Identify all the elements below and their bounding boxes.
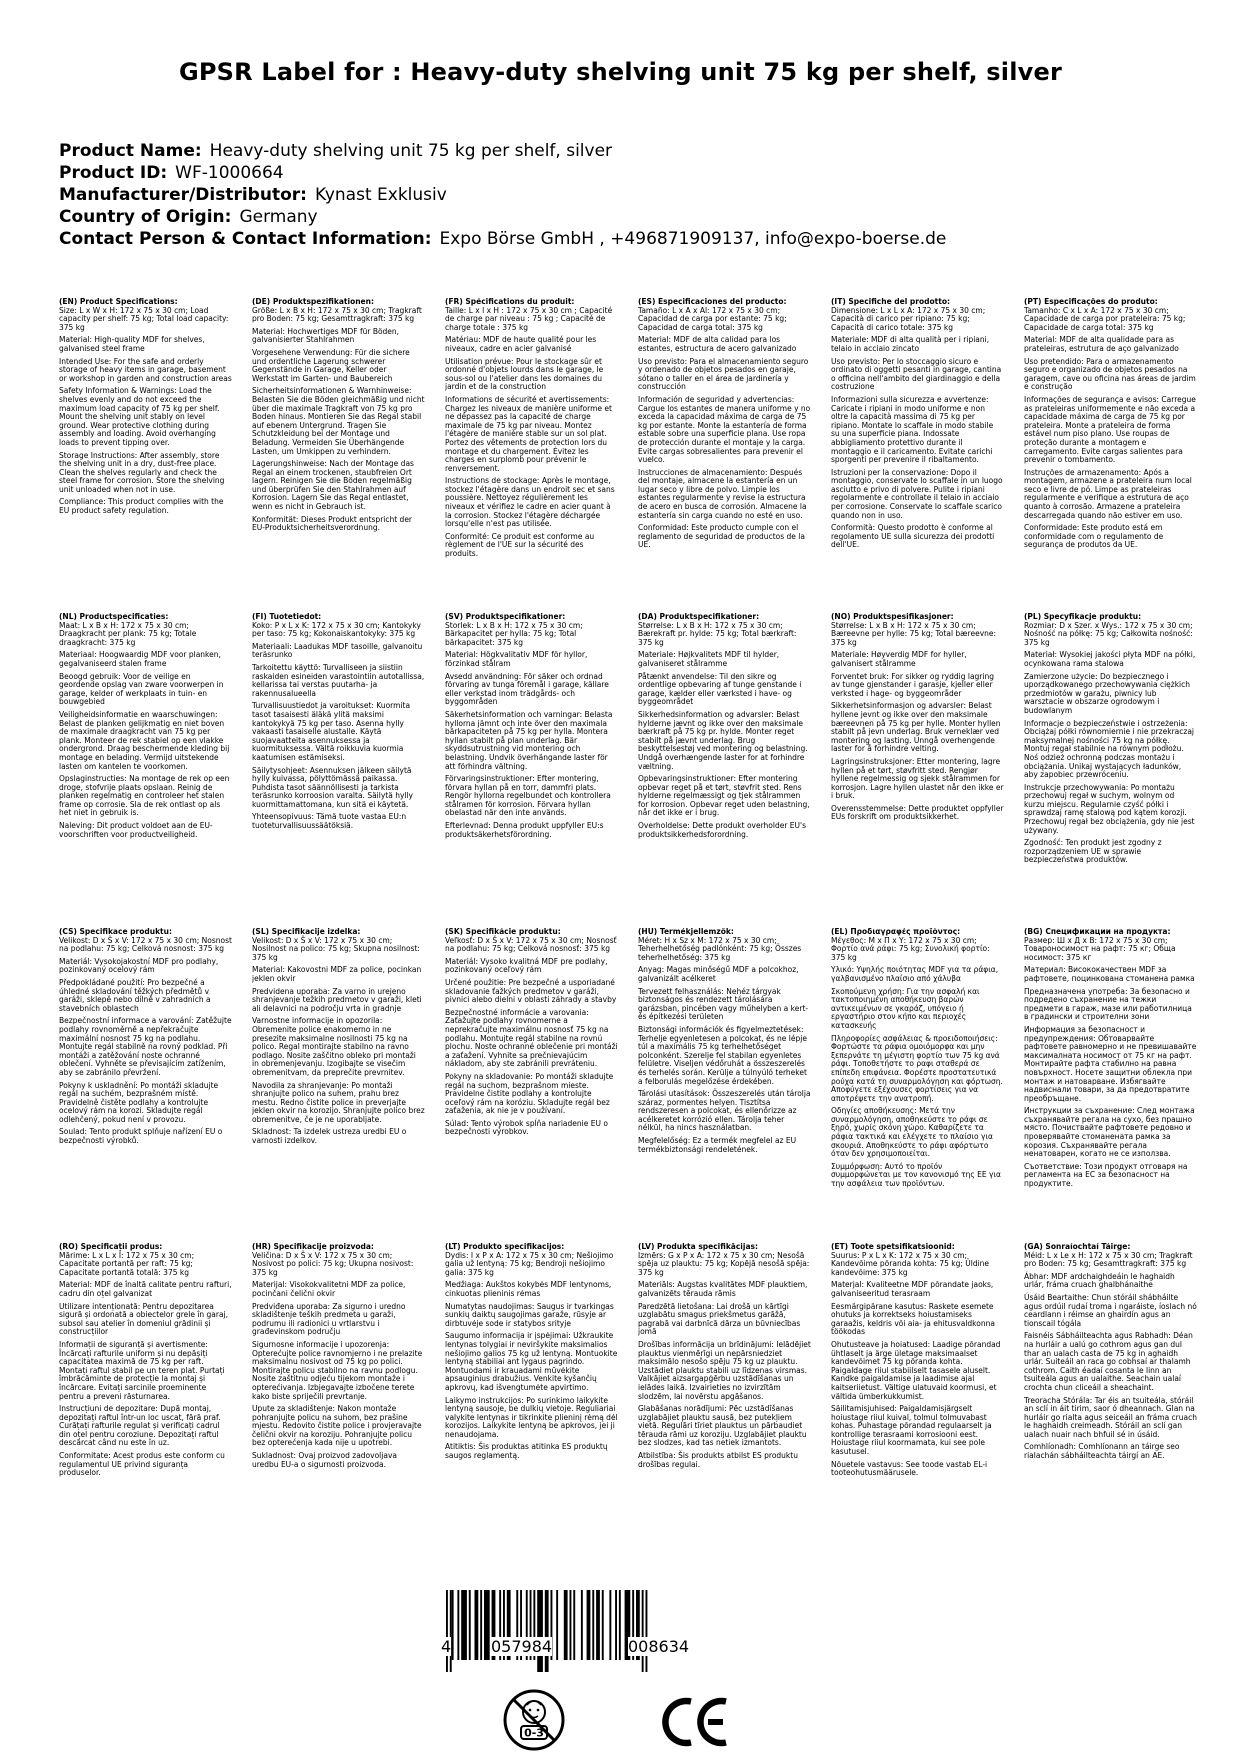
spec-block (59, 1243, 232, 1558)
spec-block-paragraph: Opbevaringsinstruktioner: Efter montering opbevar reget på et tørt, støvfrit sted. Rens hylderne regelmæssigt og tjek stålrammen for korrosion. Opbevar reget uden belastning, når det ikke er i brug. (638, 774, 810, 818)
spec-block-paragraph: Saugumo informacija ir įspėjimai: Užkraukite lentynas tolygiai ir neviršykite maksimalios nešiojimo galios 75 kg už lentyną. Montuokite lentyną stabiliai ant lygaus pagrindo. Montuodami ir krauadami mūvėkite apsauginius drabužius. Venkite kyšančių apkrovų, kad išvengtumėte apvirtimo. (445, 1331, 618, 1392)
spec-block-paragraph: Size: L x W x H: 172 x 75 x 30 cm; Load capacity per shelf: 75 kg; Total load capacity: 375 kg (59, 305, 229, 332)
spec-block-paragraph: Tamanho: C x L x A: 172 x 75 x 30 cm; Capacidade de carga por prateleira: 75 kg; Capacidade de carga total: 375 kg (1024, 305, 1186, 332)
spec-block-paragraph: Predviđena uporaba: Za sigurno i uredno skladištenje teških predmeta u garaži, podrumu ili radionici u vrtlarstvu i građevinskom području (252, 1301, 406, 1337)
spec-block-heading: (DA) Produktspecifikationer: (638, 613, 760, 621)
spec-block (831, 613, 1004, 928)
spec-block-paragraph: Skladnost: Ta izdelek ustreza uredbi EU o varnosti izdelkov. (252, 1127, 407, 1146)
product-name-row (59, 140, 946, 162)
spec-block-paragraph: Material: Högkvalitativ MDF för hyllor, förzinkad stålram (445, 650, 588, 668)
barcode-digit-first: 4 (441, 1637, 452, 1656)
spec-block-heading: (EN) Product Specifications: (59, 298, 178, 306)
spec-block-paragraph: Předpokládané použití: Pro bezpečné a úhledné skladování těžkých předmětů v garáži, sklepě nebo dílně v zahradních a stavebních oblastech (59, 977, 211, 1013)
spec-block-paragraph: Sigurnosne informacije i upozorenja: Opterećujte police ravnomjerno i ne prelazite maksimalnu nosivost od 75 kg po polici. Montirajte policu stabilno na ravnu podlogu. Nosite zaštitnu odjeću tijekom montaže i opterećivanja. Izbjegavajte izbočene terete kako biste spriječili prevrtanje. (252, 1339, 423, 1401)
spec-block-paragraph: Storlek: L x B x H: 172 x 75 x 30 cm; Bärkapacitet per hylla: 75 kg; Total bärkapacitet: 375 kg (445, 620, 583, 647)
barcode-bar (545, 1590, 549, 1672)
spec-block-heading: (ET) Toote spetsifikatsioonid: (831, 1243, 955, 1251)
spec-block-paragraph: Naleving: Dit product voldoet aan de EU-voorschriften voor productveiligheid. (59, 821, 213, 839)
spec-block-paragraph: Intended Use: For the safe and orderly storage of heavy items in garage, basement or workshop in garden and construction areas (59, 356, 232, 383)
spec-block-paragraph: Súlad: Tento výrobok spĺňa nariadenie EU o bezpečnosti výrobkov. (445, 1118, 608, 1137)
spec-block-heading: (EL) Προδιαγραφές προϊόντος: (831, 928, 961, 936)
spec-block-paragraph: Materiál: Vysokojakostní MDF pro podlahy, pozinkovaný ocelový rám (59, 956, 219, 975)
spec-block-paragraph: Συμμόρφωση: Αυτό το προϊόν συμμορφώνεται με τον κανονισμό της ΕΕ για την ασφάλεια των προϊόντων. (831, 1161, 1001, 1189)
contact-value: Expo Börse GmbH , +496871909137, info@expo-boerse.de (439, 229, 947, 249)
spec-block-paragraph: Uso previsto: Para el almacenamiento seguro y ordenado de objetos pesados en garaje, sótano o taller en el área de jardinería y construcción (638, 356, 809, 392)
spec-block-paragraph: Istruzioni per la conservazione: Dopo il montaggio, conservate lo scaffale in un luogo asciutto e privo di polvere. Pulite i ripiani regolarmente e controllate il telaio in acciaio per corrosione. Conservate lo scaffale scarico quando non in uso. (831, 467, 1003, 520)
spec-block-paragraph: Pokyny na skladovanie: Po montáži skladujte regál na suchom, bezprašnom mieste. Pravidelne čistite podlahy a kontrolujte oceľový rám na koróziu. Skladujte regál bez zaťaženia, ak nie je v používaní. (445, 1071, 614, 1116)
spec-block (831, 1243, 1004, 1558)
spec-block-paragraph: Material: MDF de alta qualidade para as prateleiras, estrutura de aço galvanizado (1024, 335, 1179, 353)
barcode-bar (480, 1590, 482, 1660)
spec-block-paragraph: Paredzētā lietošana: Lai drošā un kārtīgi uzglabātu smagus priekšmetus garāžā, pagrabā vai darbnīcā dārza un būvniecības jomā (638, 1301, 801, 1337)
barcode (444, 1590, 744, 1672)
spec-block-paragraph: Dydis: I x P x A: 172 x 75 x 30 cm; Nešiojimo galia už lentyną: 75 kg; Bendroji nešiojimo galia: 375 kg (445, 1250, 614, 1277)
spec-block-paragraph: Предназначена употреба: За безопасно и подредено съхранение на тежки предмети в гараж, мазе или работилница в градински и строителни зони (1024, 986, 1192, 1022)
spec-block-paragraph: Zamierzone użycie: Do bezpiecznego i uporządkowanego przechowywania ciężkich przedmiotów w garażu, piwnicy lub warsztacie w obszarze ogrodowym i budowlanym (1024, 671, 1191, 715)
spec-block-paragraph: Größe: L x B x H: 172 x 75 x 30 cm; Tragkraft pro Boden: 75 kg; Gesamttragkraft: 375 kg (252, 305, 422, 324)
spec-block-paragraph: Anyag: Magas minőségű MDF a polcokhoz, galvanizált acélkeret (638, 965, 799, 983)
spec-block-paragraph: Materiał: Wysokiej jakości płyta MDF na półki, ocynkowana rama stalowa (1024, 650, 1196, 668)
spec-block-paragraph: Información de seguridad y advertencias: Cargue los estantes de manera uniforme y no exceda la capacidad máxima de carga de 75 kg por estante. Monte la estantería de forma estable sobre una superficie plana. Use ropa de protección durante el montaje y la carga. Evite cargas sobresalientes para prevenir el vuelco. (638, 394, 811, 465)
spec-block-paragraph: Faisnéis Sábháilteachta agus Rabhadh: Déan na hurláir a ualú go cothrom agus gan dul thar an ualach casta de 75 kg in aghaidh urlár. Suiteáil an raca go cobhsaí ar thalamh cothrom. Caith éadaí cosanta le linn an tsuiteála agus an ualaithe. Seachain ualaí crochta chun cliceáil a sheachaint. (1024, 1331, 1193, 1392)
spec-block-paragraph: Úsáid Beartaithe: Chun stóráil shábháilte agus ordúil rudaí troma i ngaráiste, íoslach nó ceardlann i réimse an ghairdín agus an tionscail tógála (1024, 1292, 1197, 1328)
spec-block-paragraph: Compliance: This product complies with the EU product safety regulation. (59, 497, 224, 516)
page-title: GPSR Label for : Heavy-duty shelving unit 75 kg per shelf, silver (178, 58, 1063, 86)
spec-block-paragraph: Dimensione: L x L x A: 172 x 75 x 30 cm; Capacità di carico per ripiano: 75 kg; Capacità di carico totale: 375 kg (831, 305, 986, 332)
barcode-bar (592, 1590, 594, 1660)
spec-block-heading: (BG) Спецификации на продукта: (1024, 928, 1171, 936)
manufacturer-label: Manufacturer/Distributor: (59, 185, 307, 205)
spec-block-paragraph: Veiligheidsinformatie en waarschuwingen: Belast de planken gelijkmatig en niet boven de maximale draagkracht van 75 kg per plank. Monteer de rek stabiel op een vlakke ondergrond. Draag beschermende kleding bij montage en belading. Vermijd uitstekende lasten om kantelen te voorkomen. (59, 709, 230, 771)
spec-block-paragraph: Megfelelőség: Ez a termék megfelel az EU termékbiztonsági rendeletének. (638, 1136, 797, 1154)
spec-block-paragraph: Uso previsto: Per lo stoccaggio sicuro e ordinato di oggetti pesanti in garage, cantina o officina nell'ambito del giardinaggio e della costruzione (831, 356, 1002, 392)
spec-block (59, 298, 232, 613)
spec-block-paragraph: Påtænkt anvendelse: Til den sikre og ordentlige opbevaring af tunge genstande i garage, kælder eller værksted i have- og byggeområdet (638, 671, 802, 707)
product-id-value: WF-1000664 (175, 163, 284, 183)
barcode-bar (573, 1590, 575, 1660)
spec-block-paragraph: Informații de siguranță și avertismente: Încărcați rafturile uniform și nu depășiți capacitatea maximă de 75 kg per raft. Montați raftul stabil pe un teren plat. Purtați îmbrăcăminte de protecție la montaj și încărcare. Evitați sarcinile proeminente pentru a preveni răsturnarea. (59, 1339, 225, 1401)
spec-block-paragraph: Säilitamisjuhised: Paigaldamisjärgselt hoiustage riiul kuival, tolmul tolmuvabast kohas. Puhastage põrandad regulaarselt ja kontrollige terasraami korrosiooni eest. Hoiustage riiul koormamata, kui see pole kasutusel. (831, 1404, 992, 1457)
spec-block-paragraph: Förvaringsinstruktioner: Efter montering, förvara hyllan på en torr, dammfri plats. Rengör hyllorna regelbundet och kontrollera stålramen för korrosion. Förvara hyllan obelastad när den inte används. (445, 774, 611, 818)
spec-block-paragraph: Material: MDF de înaltă calitate pentru rafturi, cadru din oțel galvanizat (59, 1280, 232, 1298)
spec-block-heading: (CS) Specifikace produktu: (59, 928, 172, 936)
spec-block-paragraph: Vorgesehene Verwendung: Für die sichere und ordentliche Lagerung schwerer Gegenstände in Garage, Keller oder Werkstatt im Garten- und Baubereich (252, 347, 410, 383)
spec-block (638, 1243, 811, 1558)
country-label: Country of Origin: (59, 207, 232, 227)
barcode-bar (469, 1590, 471, 1660)
spec-block-paragraph: Sukladnost: Ovaj proizvod zadovoljava uredbu EU-a o sigurnosti proizvoda. (252, 1451, 397, 1469)
language-specifications-grid (59, 298, 1199, 1558)
spec-block-paragraph: Instructions de stockage: Après le montage, stockez l'étagère dans un endroit sec et sans poussière. Nettoyez régulièrement les niveaux et vérifiez le cadre en acier quant à la corrosion. Stockez l'étagère déchargée lorsqu'elle n'est pas utilisée. (445, 476, 615, 529)
spec-block-heading: (NL) Productspecificaties: (59, 613, 169, 621)
spec-block-paragraph: Materiaali: Laadukas MDF tasoille, galvanoitu teräsrunko (252, 641, 423, 660)
barcode-bar (587, 1590, 591, 1660)
barcode-bar (446, 1590, 448, 1672)
spec-block-paragraph: Størrelse: L x B x H: 172 x 75 x 30 cm; Bærekraft pr. hylde: 75 kg; Total bærkraft: 375 kg (638, 620, 797, 647)
spec-block-paragraph: Soulad: Tento produkt splňuje nařízení EU o bezpečnosti výrobků. (59, 1127, 223, 1146)
spec-block-paragraph: Съответствие: Този продукт отговаря на регламента на ЕС за безопасност на продуктите. (1024, 1161, 1188, 1189)
spec-block-paragraph: Informacje o bezpieczeństwie i ostrzeżenia: Obciążaj półki równomiernie i nie przekraczaj maksymalnej nośności 75 kg na półkę. Montuj regał stabilnie na równym podłożu. Noś odzież ochronną podczas montażu i obciążania. Unikaj wystających ładunków, aby zapobiec przewróceniu. (1024, 718, 1194, 780)
barcode-bar (475, 1590, 479, 1660)
spec-block-paragraph: Velikost: D x Š x V: 172 x 75 x 30 cm; Nosnost na podlahu: 75 kg; Celková nosnost: 375 kg (59, 935, 232, 954)
barcode-bar (452, 1590, 454, 1660)
spec-block-paragraph: Utilisation prévue: Pour le stockage sûr et ordonné d'objets lourds dans le garage, le sous-sol ou l'atelier dans les domaines du jardin et de la construction (445, 356, 604, 392)
spec-block-paragraph: Overholdelse: Dette produkt overholder EU's produktsikkerhedsforordning. (638, 821, 807, 839)
spec-block-paragraph: Sikkerhetsinformasjon og advarsler: Belast hyllene jevnt og ikke over den maksimale bæreevnen på 75 kg per hylle. Monter hyllen stabilt på jevn underlag. Bruk verneklær ved montering og lasting. Unngå overhengende laster for å forhindre velting. (831, 701, 1001, 754)
spec-block-paragraph: Ohutusteave ja hoiatused: Laadige põrandad ühtlaselt ja ärge ületage maksimaalset kandevõimet 75 kg põranda kohta. Paigaldage riiul stabiilselt tasasele aluselt. Kandke paigaldamise ja laadimise ajal kaitseriietust. Vältige ulatuvaid koormusi, et vältida ümberkukkumist. (831, 1339, 1001, 1401)
spec-block-heading: (LT) Produkto specifikacijos: (445, 1243, 565, 1251)
spec-block-paragraph: Opslaginstructies: Na montage de rek op een droge, stofvrije plaats opslaan. Reinig de planken regelmatig en controleer het stalen frame op corrosie. Sla de rek ontlast op als het niet in gebruik is. (59, 774, 230, 818)
spec-block-paragraph: Avsedd användning: För säker och ordnad förvaring av tunga föremål i garage, källare eller verkstad inom trädgårds- och byggområden (445, 671, 609, 707)
spec-block-paragraph: Material: High-quality MDF for shelves, galvanised steel frame (59, 335, 205, 353)
spec-block-paragraph: Veličina: D x Š x V: 172 x 75 x 30 cm; Nosivost po polici: 75 kg; Ukupna nosivost: 375 kg (252, 1250, 414, 1277)
spec-block-paragraph: Uso pretendido: Para o armazenamento seguro e organizado de objetos pesados na garagem, cave ou oficina nas áreas de jardim e construção (1024, 356, 1196, 392)
spec-block-paragraph: Predvidena uporaba: Za varno in urejeno shranjevanje težkih predmetov v garaži, kleti ali delavnici na področju vrta in gradnje (252, 986, 422, 1013)
spec-block-paragraph: Medžiaga: Aukštos kokybės MDF lentynoms, cinkuotas plieninis rėmas (445, 1280, 612, 1298)
barcode-bar (602, 1590, 604, 1660)
barcode-bar (596, 1590, 600, 1660)
spec-block-paragraph: Bezpečnostné informácie a varovania: Zaťažujte podlahy rovnomerne a neprekračujte maximálnu nosnosť 75 kg na podlahu. Montujte regál stabilne na rovnú plochu. Noste ochranné oblečenie pri montáži a zaťažení. Vyhnite sa prečnievajúcim nákladom, aby ste zabránili prevráteniu. (445, 1007, 618, 1069)
spec-block-paragraph: Numatytas naudojimas: Saugus ir tvarkingas sunkių daiktų saugojimas garaže, rūsyje ar dirbtuvėje sode ir statybos srityje (445, 1301, 614, 1328)
spec-block-paragraph: Instrucciones de almacenamiento: Después del montaje, almacene la estantería en un lugar seco y libre de polvo. Limpie los estantes regularmente y revise la estructura de acero en busca de corrosión. Almacene la estantería sin carga cuando no esté en uso. (638, 467, 807, 520)
spec-block-paragraph: Tamaño: L x A x Al: 172 x 75 x 30 cm; Capacidad de carga por estante: 75 kg; Capacidad de carga total: 375 kg (638, 305, 787, 332)
spec-block (445, 928, 618, 1243)
spec-block (445, 613, 618, 928)
spec-block-paragraph: Nõuetele vastavus: See toode vastab EL-i tooteohutusmäärusele. (831, 1459, 988, 1478)
spec-block-paragraph: Comhlíonadh: Comhlíonann an táirge seo rialachán sábháilteachta táirgí an AE. (1024, 1442, 1180, 1461)
spec-block (445, 298, 618, 613)
spec-block-paragraph: Turvallisuustiedot ja varoitukset: Kuormita tasot tasaisesti äläkä ylitä maksimi kantokykyä 75 kg per taso. Asenna hylly vakaasti tasaiselle alustalle. Käytä suojavaatteita asennuksessa ja kuormituksessa. Vältä roikkuvia kuormia kaatumisen estämiseksi. (252, 701, 411, 762)
spec-block (252, 613, 425, 928)
spec-block-paragraph: Material: MDF de alta calidad para los estantes, estructura de acero galvanizado (638, 335, 797, 353)
country-row (59, 206, 946, 228)
barcode-bar (537, 1590, 543, 1672)
spec-block-paragraph: Upute za skladištenje: Nakon montaže pohranjujte policu na suhom, bez prašine mjestu. Redovito čistite police i provjeravajte čelični okvir na koroziju. Pohranjujte policu bez opterećenja kada nije u upotrebi. (252, 1404, 422, 1448)
barcode-bar (461, 1590, 467, 1660)
spec-block-heading: (HU) Termékjellemzők: (638, 928, 734, 936)
manufacturer-row (59, 184, 946, 206)
spec-block-paragraph: Informações de segurança e avisos: Carregue as prateleiras uniformemente e não exceda a capacidade máxima de carga de 75 kg por prateleira. Monte a prateleira de forma estável num piso plano. Use roupas de proteção durante a montagem e carregamento. Evite cargas salientes para prevenir o tombamento. (1024, 394, 1196, 465)
spec-block-paragraph: Atbilstība: Šis produkts atbilst ES produktu drošības regulai. (638, 1451, 798, 1469)
product-id-label: Product ID: (59, 163, 168, 183)
barcode-bar (556, 1590, 558, 1660)
spec-block (638, 613, 811, 928)
spec-block (831, 928, 1004, 1243)
manufacturer-value: Kynast Exklusiv (314, 185, 447, 205)
spec-block-heading: (PT) Especificações do produto: (1024, 298, 1158, 306)
spec-block-heading: (SK) Špecifikácie produktu: (445, 928, 561, 936)
spec-block-paragraph: Instrucțiuni de depozitare: După montaj, depozitați raftul într-un loc uscat, fără praf. Curățați rafturile regulat și verificați cadrul din oțel pentru coroziune. Depozitați raftul descărcat când nu este în uz. (59, 1404, 221, 1448)
barcode-bar (570, 1590, 572, 1660)
spec-block-paragraph: Beoogd gebruik: Voor de veilige en geordende opslag van zware voorwerpen in garage, kelder of werkplaats in tuin- en bouwgebied (59, 671, 224, 707)
ce-mark-icon (660, 1697, 732, 1747)
spec-block-paragraph: Taille: L x l x H : 172 x 75 x 30 cm ; Capacité de charge par niveau : 75 kg ; Capacité de charge totale : 375 kg (445, 305, 613, 332)
spec-block-paragraph: Material: Hochwertiges MDF für Böden, galvanisierter Stahlrahmen (252, 326, 400, 345)
spec-block-paragraph: Материал: Висококачествен MDF за рафтовете, поцинкована стоманена рамка (1024, 965, 1195, 983)
spec-block-paragraph: Instruções de armazenamento: Após a montagem, armazene a prateleira num local seco e livre de pó. Limpe as prateleiras regularmente e verifique a estrutura de aço quanto à corrosão. Armazene a prateleira descarregada quando não estiver em uso. (1024, 467, 1192, 520)
spec-block (252, 298, 425, 613)
spec-block-paragraph: Určené použitie: Pre bezpečné a usporiadané skladovanie ťažkých predmetov v garáži, pivnici alebo dielni v oblasti záhrady a stavby (445, 977, 617, 1005)
spec-block-paragraph: Οδηγίες αποθήκευσης: Μετά την συναρμολόγηση, αποθηκεύστε το ράφι σε ξηρό, χωρίς σκόνη χώρο. Καθαρίζετε τα ράφια τακτικά και ελέγχετε το πλαίσιο για σκουριά. Αποθηκεύστε το ράφι αφόρτωτο όταν δεν χρησιμοποιείται. (831, 1106, 993, 1159)
spec-block-paragraph: Suurus: P x L x K: 172 x 75 x 30 cm; Kandevõime põranda kohta: 75 kg; Üldine kandevõime: 375 kg (831, 1250, 990, 1277)
spec-block-paragraph: Materiale: Høyverdig MDF for hyller, galvanisert stålramme (831, 650, 967, 668)
spec-block-paragraph: Informazioni sulla sicurezza e avvertenze: Caricate i ripiani in modo uniforme e non oltre la capacità massima di 75 kg per ripiano. Montate lo scaffale in modo stabile su una superficie piana. Indossate abbigliamento protettivo durante il montaggio e il caricamento. Evitate carichi sporgenti per prevenire il ribaltamento. (831, 394, 994, 465)
country-value: Germany (239, 207, 318, 227)
barcode-bar (581, 1590, 583, 1660)
spec-block-paragraph: Bezpečnostní informace a varování: Zatěžujte podlahy rovnoměrně a nepřekračujte maximální nosnost 75 kg na podlahu. Montujte regál stabilně na rovný podklad. Při montáži a zatěžování noste ochranné oblečení. Vyhněte se převisajícím zatížením, aby se zabránilo převržení. (59, 1016, 232, 1077)
spec-block-paragraph: Säilytysohjeet: Asennuksen jälkeen säilytä hylly kuivassa, pölyttömässä paikassa. Puhdista tasot säännöllisesti ja tarkista teräsrunko korroosion varalta. Säilytä hylly kuormittamattomana, kun sitä ei käytetä. (252, 765, 413, 809)
spec-block-paragraph: Materijal: Visokokvalitetni MDF za police, pocinčani čelični okvir (252, 1280, 406, 1298)
spec-block-paragraph: Materiál: Vysoko kvalitná MDF pre podlahy, pozinkovaný oceľový rám (445, 956, 608, 975)
barcode-digits-right: 008634 (628, 1637, 690, 1656)
product-id-row (59, 162, 946, 184)
spec-block-paragraph: Material: Kakovostni MDF za police, pocinkan jeklen okvir (252, 965, 422, 983)
spec-block-paragraph: Varnostne informacije in opozorila: Obremenite police enakomerno in ne presezite maksimalne nosilnosti 75 kg na polico. Regal montirajte stabilno na ravno podlago. Nosite zaščitno obleko pri montaži in obremenjevanju. Izogibajte se visečim obremenitvam, da preprečite prevrnitev. (252, 1016, 416, 1077)
spec-block (1024, 613, 1197, 928)
spec-block-paragraph: Størrelse: L x B x H: 172 x 75 x 30 cm; Bæreevne per hylle: 75 kg; Total bæreevne: 375 kg (831, 620, 997, 647)
age-label: 0-3 (524, 1726, 544, 1740)
spec-block (252, 928, 425, 1243)
spec-block-heading: (NO) Produktspesifikasjoner: (831, 613, 954, 621)
spec-block-heading: (FI) Tuotetiedot: (252, 613, 322, 621)
spec-block-paragraph: Lagringsinstruksjoner: Etter montering, lagre hyllen på et tørt, støvfritt sted. Rengjør hyllene regelmessig og sjekk stålrammen for korrosjon. Lagre hyllen ulastet når den ikke er i bruk. (831, 756, 1004, 801)
product-name-value: Heavy-duty shelving unit 75 kg per shelf, silver (209, 141, 613, 161)
spec-block-paragraph: Safety Information & Warnings: Load the shelves evenly and do not exceed the maximum load capacity of 75 kg per shelf. Mount the shelving unit stably on level ground. Wear protective clothing during assembly and loading. Avoid overhanging loads to prevent tipping over. (59, 386, 220, 447)
spec-block-paragraph: Koko: P x L x K: 172 x 75 x 30 cm; Kantokyky per taso: 75 kg; Kokonaiskantokyky: 375 kg (252, 620, 421, 639)
spec-block-paragraph: Tárolási utasítások: Összeszerelés után tárolja száraz, pormentes helyen. Tisztítsa rendszeresen a polcokat, és ellenőrizze az acélkeretet korrózió ellen. Tárolja teher nélkül, ha nincs használatban. (638, 1089, 811, 1133)
spec-block-paragraph: Materiale: MDF di alta qualità per i ripiani, telaio in acciaio zincato (831, 335, 990, 353)
barcode-bar (457, 1590, 459, 1660)
spec-block-paragraph: Informations de sécurité et avertissements: Chargez les niveaux de manière uniforme et ne dépassez pas la capacité de charge maximale de 75 kg par niveau. Montez l'étagère de manière stable sur un sol plat. Portez des vêtements de protection lors du montage et du chargement. Évitez les charges en surplomb pour prévenir le renversement. (445, 394, 612, 473)
spec-block-paragraph: Conformità: Questo prodotto è conforme al regolamento UE sulla sicurezza dei prodotti dell'UE. (831, 523, 995, 550)
spec-block-paragraph: Utilizare intenționată: Pentru depozitarea sigură și ordonată a obiectelor grele în garaj, subsol sau atelier în domeniul grădinii și construcțiilor (59, 1301, 229, 1337)
spec-block-paragraph: Materiāls: Augstas kvalitātes MDF plauktiem, galvanizēts tērauda rāmis (638, 1280, 808, 1298)
spec-block-heading: (PL) Specyfikacje produktu: (1024, 613, 1142, 621)
barcode-bar (619, 1590, 621, 1660)
spec-block-paragraph: Velikost: D x Š x V: 172 x 75 x 30 cm; Nosilnost na polico: 75 kg; Skupna nosilnost: 375 kg (252, 935, 420, 962)
spec-block-heading: (ES) Especificaciones del producto: (638, 298, 787, 306)
spec-block (638, 298, 811, 613)
spec-block-paragraph: Laikymo instrukcijos: Po surinkimo laikykite lentyną sausoje, be dulkių vietoje. Reguliariai valykite lentynas ir tikrinkite plieninį rėmą dėl korozijos. Laikykite lentyną be apkrovos, jei ji nenaudojama. (445, 1395, 618, 1439)
spec-block-paragraph: Atitiktis: Šis produktas atitinka ES produktų saugos reglamentą. (445, 1442, 608, 1461)
spec-block-heading: (GA) Sonraíochtaí Táirge: (1024, 1243, 1131, 1251)
spec-block-paragraph: Mărime: L x L x Î: 172 x 75 x 30 cm; Capacitate portantă per raft: 75 kg; Capacitate portantă totală: 375 kg (59, 1250, 195, 1277)
spec-block (831, 298, 1004, 613)
barcode-bar (564, 1590, 568, 1660)
spec-block-paragraph: Πληροφορίες ασφάλειας & προειδοποιήσεις: Φορτώστε τα ράφια ομοιόμορφα και μην ξεπερνάτε τη μέγιστη φορτίο των 75 kg ανά ράφι. Τοποθετήστε το ραφι σταθερά σε επίπεδη επιφάνεια. Φορέστε προστατευτικά ρούχα κατά τη συναρμολόγηση και φόρτωση. Αποφύγετε εξέχουσες φορτίσεις για να αποτρέψετε την ανατροπή. (831, 1033, 1003, 1103)
spec-block-paragraph: Conformidad: Este producto cumple con el reglamento de seguridad de productos de la UE. (638, 523, 805, 550)
spec-block-paragraph: Konformität: Dieses Produkt entspricht der EU-Produktsicherheitsverordnung. (252, 514, 413, 533)
spec-block-paragraph: Conformitate: Acest produs este conform cu regulamentul UE privind siguranța produselor. (59, 1451, 225, 1478)
spec-block-heading: (SL) Specifikacije izdelka: (252, 928, 361, 936)
contact-row (59, 228, 946, 250)
spec-block (1024, 1243, 1197, 1558)
spec-block (59, 613, 232, 928)
spec-block-paragraph: Veľkosť: D x Š x V: 172 x 75 x 30 cm; Nosnosť na podlahu: 75 kg; Celková nosnosť: 375 kg (445, 935, 617, 954)
spec-block-paragraph: Σκοπούμενη χρήση: Για την ασφαλή και τακτοποιημένη αποθήκευση βαρών αντικειμένων σε γκαράζ, υπόγειο ή εργαστήριο στον κήπο και περιοχές κατασκευής (831, 986, 980, 1030)
spec-block-paragraph: Инструкции за съхранение: След монтажа съхранявайте регала на сухо, без прашно място. Почиствайте рафтовете редовно и проверявайте стоманената рамка за корозия. Съхранявайте регала ненатоварен, когато не се използва. (1024, 1106, 1195, 1159)
spec-block-heading: (IT) Specifiche del prodotto: (831, 298, 950, 306)
barcode-bar (484, 1590, 490, 1660)
spec-block-heading: (RO) Specificații produs: (59, 1243, 163, 1251)
spec-block-paragraph: Méret: H x Sz x M: 172 x 75 x 30 cm; Teherhelhetőség padlónként: 75 kg; Összes teherhelhetőség: 375 kg (638, 935, 802, 962)
spec-block-paragraph: Navodila za shranjevanje: Po montaži shranjujte polico na suhem, prahu brez mestu. Redno čistite police in preverjajte jeklen okvir na korozijo. Shranjujte polico brez obremenitve, če je ne uporabljate. (252, 1080, 425, 1124)
spec-block-paragraph: Μέγεθος: Μ x Π x Υ: 172 x 75 x 30 cm; Φορτίο ανά ράφι: 75 kg; Συνολική φορτίο: 375 kg (831, 935, 990, 962)
barcode-bar (646, 1590, 648, 1672)
spec-block-heading: (SV) Produktspecifikationer: (445, 613, 566, 621)
spec-block-paragraph: Säkerhetsinformation och varningar: Belasta hyllorna jämnt och inte över den maximala bärkapaciteten på 75 kg per hylla. Montera hyllan stabilt på plan underlag. Bär skyddsutrustning vid montering och belastning. Undvik överhängande laster för att förhindra vältning. (445, 709, 613, 771)
spec-block-paragraph: Rozmiar: D x Szer. x Wys.: 172 x 75 x 30 cm; Nośność na półkę: 75 kg; Całkowita nośność: 375 kg (1024, 620, 1193, 647)
spec-block (252, 1243, 425, 1558)
barcode-bar (615, 1590, 617, 1660)
spec-block-paragraph: Zgodność: Ten produkt jest zgodny z rozporządzeniem UE w sprawie bezpieczeństwa produktów. (1024, 838, 1162, 865)
barcode-digits-left: 057984 (491, 1637, 553, 1656)
spec-block-paragraph: Yhteensopivuus: Tämä tuote vastaa EU:n tuoteturvallisuussäätöksiä. (252, 812, 407, 831)
spec-block-paragraph: Maat: L x B x H: 172 x 75 x 30 cm; Draagkracht per plank: 75 kg; Totale draagkracht: 375 kg (59, 620, 197, 647)
product-name-label: Product Name: (59, 141, 202, 161)
spec-block (445, 1243, 618, 1558)
spec-block-heading: (DE) Produktspezifikationen: (252, 298, 374, 306)
spec-block-paragraph: Materiaal: Hoogwaardig MDF voor planken, gegalvaniseerd stalen frame (59, 650, 221, 668)
spec-block-paragraph: Conformidade: Este produto está em conformidade com o regulamento de segurança de produtos da UE. (1024, 523, 1164, 550)
spec-block-paragraph: Tervezett felhasználás: Nehéz tárgyak biztonságos és rendezett tárolására garázsban, pincében vagy műhelyben a kert- és építkezési területen (638, 986, 809, 1022)
spec-block-paragraph: Storage Instructions: After assembly, store the shelving unit in a dry, dust-free place. Clean the shelves regularly and check the steel frame for corrosion. Store the shelving unit unloaded when not in use. (59, 450, 225, 494)
spec-block-paragraph: Lagerungshinweise: Nach der Montage das Regal an einem trockenen, staubfreien Ort lagern. Reinigen Sie die Böden regelmäßig und überprüfen Sie den Stahlrahmen auf Korrosion. Lagern Sie das Regal entlastet, wenn es nicht in Gebrauch ist. (252, 459, 414, 512)
spec-block-paragraph: Biztonsági információk és figyelmeztetések: Terhelje egyenletesen a polcokat, és ne lépje túl a maximális 75 kg terhelhetőséget polconként. Szerelje fel stabilan egyenletes felületre. Viseljen védőruhát a összeszerelés és terhelés során. Kerülje a túlnyúló terheket a felborulás megelőzése érdekében. (638, 1024, 807, 1086)
spec-block-paragraph: Conformité: Ce produit est conforme au règlement de l'UE sur la sécurité des produits. (445, 531, 595, 559)
spec-block-paragraph: Υλικό: Υψηλής ποιότητας MDF για τα ράφια, γαλβανισμένο πλαίσιο από χάλυβα (831, 965, 999, 983)
age-warning-icon (502, 1688, 566, 1752)
contact-label: Contact Person & Contact Information: (59, 229, 432, 249)
spec-block-paragraph: Materjal: Kvaliteetne MDF põrandate jaoks, galvaniseeritud terasraam (831, 1280, 994, 1298)
spec-block-paragraph: Materiale: Højkvalitets MDF til hylder, galvaniseret stålramme (638, 650, 780, 668)
spec-block (638, 928, 811, 1243)
spec-block-paragraph: Sicherheitsinformationen & Warnhinweise: Belasten Sie die Böden gleichmäßig und nicht über die maximale Tragkraft von 75 kg pro Boden hinaus. Montieren Sie das Regal stabil auf ebenem Untergrund. Tragen Sie Schutzkleidung bei der Montage und Beladung. Vermeiden Sie Überhängende Lasten, um Umkippen zu verhindern. (252, 386, 425, 456)
spec-block-paragraph: Sikkerhedsinformation og advarsler: Belast hylderne jævnt og ikke over den maksimale bærkraft på 75 kg pr. hylde. Monter reget stabilt på jævnt underlag. Brug beskyttelsestøj ved montering og belastning. Undgå overhængende laster for at forhindre væltning. (638, 709, 808, 771)
spec-block-paragraph: Tarkoitettu käyttö: Turvalliseen ja siistiin raskaiden esineiden varastointiin autotallissa, kellarissa tai verstas puutarha- ja rakennusalueella (252, 662, 425, 698)
spec-block-paragraph: Drošības informācija un brīdinājumi: Ielādējiet plauktus vienmērīgi un nepārsniedziet maksimālo nesošo spēju 75 kg uz plauktu. Uzstādiet plauktu stabili uz līdzenas virsmas. Valkājiet aizsargapģērbu uzstādīšanas un ielādes laikā. Izvairieties no izvirzītām slodzēm, lai novērstu apgāšanos. (638, 1339, 811, 1401)
spec-block-paragraph: Instrukcje przechowywania: Po montażu przechowuj regał w suchym, wolnym od kurzu miejscu. Regularnie czyść półki i sprawdzaj ramę stalową pod kątem korozji. Przechowuj regał bez obciążenia, gdy nie jest używany. (1024, 782, 1195, 835)
spec-block-paragraph: Glabāšanas norādījumi: Pēc uzstādīšanas uzglabājiet plauktu sausā, bez putekļiem vietā. Regulāri tīriet plauktus un pārbaudiet tērauda rāmi uz koroziju. Uzglabājiet plauktu bez slodzes, kad tas netiek izmantots. (638, 1404, 807, 1448)
spec-block-paragraph: Overensstemmelse: Dette produktet oppfyller EUs forskrift om produktsikkerhet. (831, 803, 1004, 822)
barcode-bar (609, 1590, 611, 1660)
product-info (59, 140, 946, 250)
spec-block-paragraph: Информация за безопасност и предупреждения: Обтоварвайте рафтовете равномерно и не превишавайте максималната носимост от 75 кг на рафт. Монтирайте рафта стабилно на равна повърхност. Носете защитни облекла при монтаж и натоварване. Избягвайте надвиснали товари, за да предотвратите преобръщане. (1024, 1024, 1197, 1103)
spec-block-heading: (FR) Spécifications du produit: (445, 298, 575, 306)
spec-block-heading: (LV) Produkta specifikācijas: (638, 1243, 758, 1251)
spec-block (1024, 928, 1197, 1243)
barcode-bar (642, 1590, 644, 1672)
spec-block-paragraph: Forventet bruk: For sikker og ryddig lagring av tunge gjenstander i garasje, kjeller eller verksted i hage- og byggeområder (831, 671, 994, 698)
spec-block-paragraph: Matériau: MDF de haute qualité pour les niveaux, cadre en acier galvanisé (445, 335, 597, 353)
spec-block-paragraph: Ábhar: MDF ardchaighdeáin le haghaidh urlár, fráma cruach ghalbhánaithe (1024, 1271, 1175, 1290)
spec-block-paragraph: Pokyny k uskladnění: Po montáži skladujte regál na suchém, bezprašném místě. Pravidelně čistěte podlahy a kontrolujte ocelový rám na korozi. Skladujte regál odlehčený, pokud není v provozu. (59, 1080, 219, 1124)
spec-block-paragraph: Treoracha Stórála: Tar éis an tsuiteála, stóráil an sclí in áit tirim, saor ó dheannach. Glan na hurláir go rialta agus seiceáil an fráma cruach le haghaidh creimeadh. Stóráil an sclí gan ualach nuair nach bhfuil sé in úsáid. (1024, 1395, 1197, 1439)
spec-block (1024, 298, 1197, 613)
spec-block-paragraph: Eesmärgipärane kasutus: Raskete esemete ohutuks ja korrektseks hoiustamiseks garaažis, keldris või aia- ja ehitusvaldkonna töökodas (831, 1301, 995, 1337)
spec-block (59, 928, 232, 1243)
spec-block-paragraph: Размер: Ш x Д x В: 172 x 75 x 30 cm; Товароносимост на рафт: 75 кг; Обща носимост: 375 кг (1024, 935, 1176, 962)
spec-block-paragraph: Efterlevnad: Denna produkt uppfyller EU:s produktsäkerhetsförordning. (445, 821, 604, 839)
spec-block-heading: (HR) Specifikacije proizvoda: (252, 1243, 374, 1251)
spec-block-paragraph: Izmērs: G x P x A: 172 x 75 x 30 cm; Nesošā spēja uz plauktu: 75 kg; Kopējā nesošā spēja: 375 kg (638, 1250, 810, 1277)
barcode-bar (450, 1590, 452, 1672)
spec-block-paragraph: Méid: L x Le x H: 172 x 75 x 30 cm; Tragkraft pro Boden: 75 kg; Gesamttragkraft: 375 kg (1024, 1250, 1193, 1269)
